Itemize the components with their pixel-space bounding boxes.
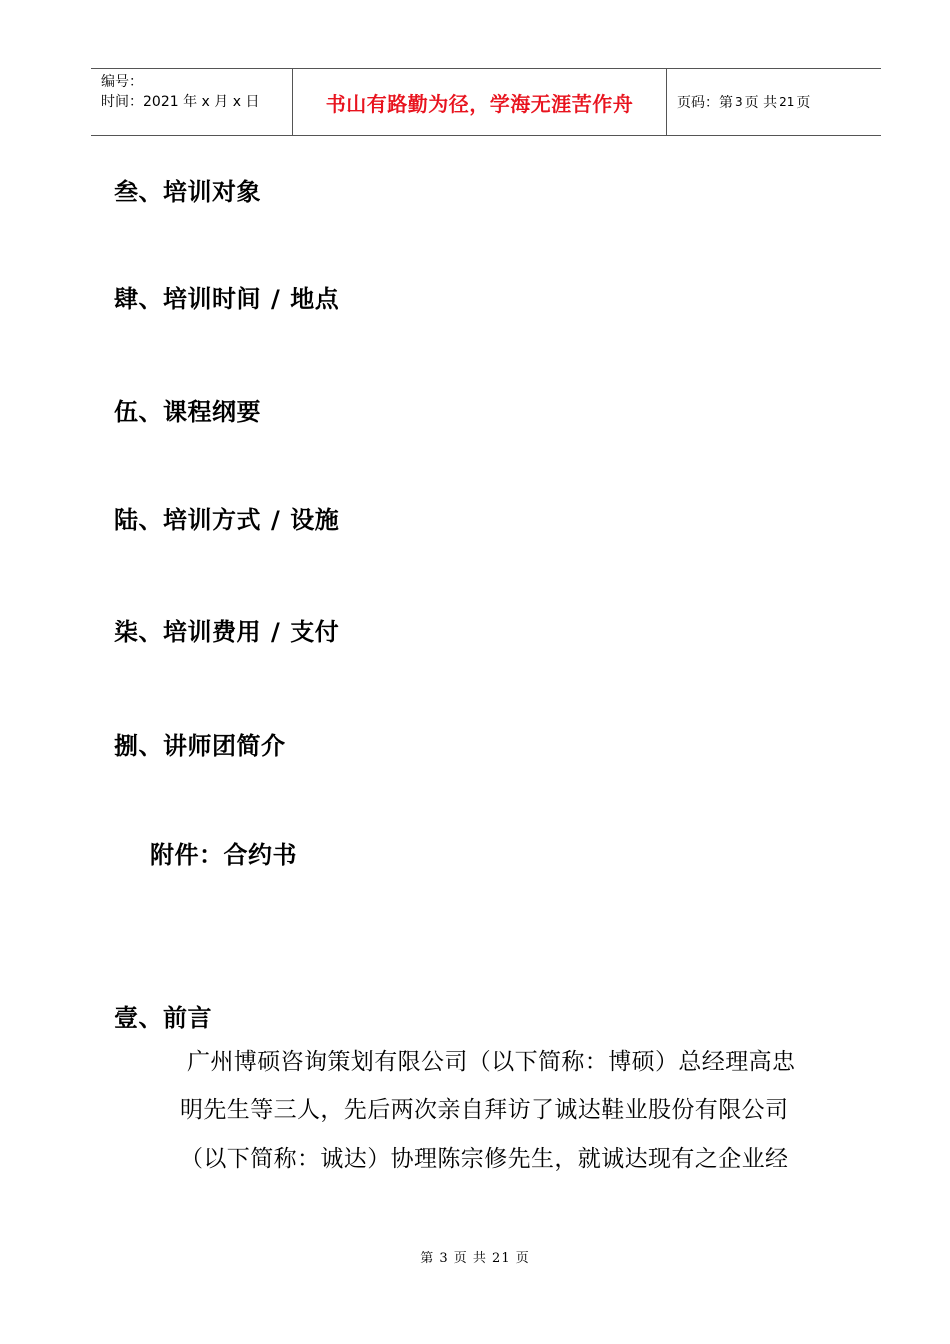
toc-item-method-facilities: 陆、培训方式 / 设施 — [114, 506, 340, 534]
toc-item-fees-payment: 柒、培训费用 / 支付 — [114, 618, 340, 646]
number-label: 编号： — [101, 74, 143, 90]
toc-item-course-outline: 伍、课程纲要 — [114, 398, 261, 426]
header-motto-cell — [293, 69, 667, 135]
page-suffix: 页 — [796, 95, 811, 111]
paragraph-line: 广州博硕咨询策划有限公司（以下简称：博硕）总经理高忠 — [187, 1049, 796, 1075]
section-title-preface: 壹、前言 — [114, 1004, 212, 1032]
toc-item-time-location: 肆、培训时间 / 地点 — [114, 285, 340, 313]
toc-item-target-audience: 叁、培训对象 — [114, 178, 261, 206]
page-footer: 第 3 页 共 21 页 — [420, 1251, 530, 1266]
page-current: 3 — [735, 95, 743, 109]
toc-item-lecturers: 捌、讲师团简介 — [114, 732, 286, 760]
date-label: 时间：2021 年 x 月 x 日 — [101, 94, 260, 110]
page-mid: 页 共 — [744, 95, 778, 111]
page-prefix: 页码：第 — [677, 95, 733, 111]
header-page-info — [667, 69, 881, 135]
motto: 书山有路勤为径，学海无涯苦作舟 — [325, 91, 634, 116]
header-meta — [91, 69, 293, 135]
paragraph-line: （以下简称：诚达）协理陈宗修先生，就诚达现有之企业经 — [180, 1146, 789, 1172]
paragraph-line: 明先生等三人，先后两次亲自拜访了诚达鞋业股份有限公司 — [180, 1097, 789, 1123]
page-total: 21 — [779, 95, 795, 109]
attachment-label: 附件：合约书 — [150, 841, 297, 869]
page-header — [91, 68, 881, 136]
